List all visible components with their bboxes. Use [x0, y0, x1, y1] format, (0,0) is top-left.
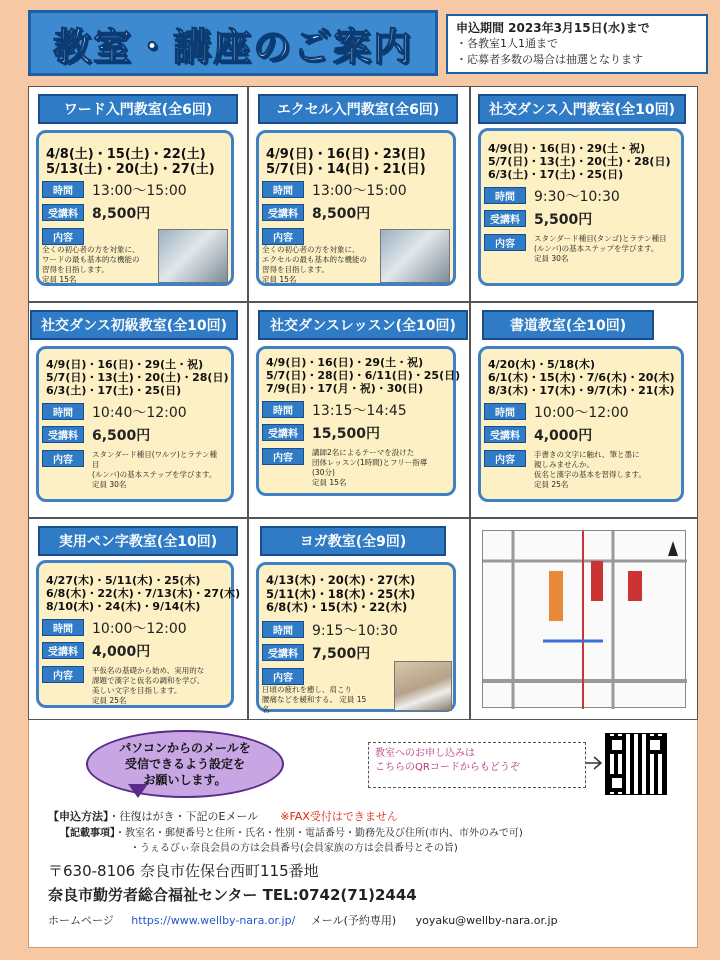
course-description [534, 234, 674, 264]
deadline-period: 申込期間 2023年3月15日(水)まで [456, 21, 650, 35]
fee-label: 受講料 [42, 642, 84, 659]
description-line: 親しみませんか。 [534, 460, 594, 469]
description-line: (ルンバ)の基本ステップを学びます。 [92, 470, 217, 479]
qr-note [368, 742, 586, 788]
description-line: 定員 15名 [262, 275, 297, 284]
course-dates: 4/20(木)・5/18(木) [488, 358, 596, 371]
content-label: 内容 [262, 228, 304, 245]
course-dates: 5/11(木)・18(木)・25(木) [266, 586, 416, 601]
course-dates: 4/9(日)・16(日)・23(日) [266, 147, 426, 162]
course-time: 10:00～12:00 [534, 405, 629, 421]
classroom-photo [158, 229, 228, 283]
time-label: 時間 [42, 619, 84, 636]
homepage-link[interactable]: https://www.wellby-nara.or.jp/ [131, 914, 296, 927]
description-line: 定員 15名 [312, 478, 347, 487]
course-fee: 8,500円 [312, 206, 371, 222]
contact-row [48, 912, 558, 928]
description-line: 定員 30名 [534, 254, 569, 263]
description-line: 全くの初心者の方を対象に、 [262, 245, 360, 254]
description-line: 習得を目指します。 [42, 265, 109, 274]
course-fee: 5,500円 [534, 212, 593, 228]
course-title[interactable]: ワード入門教室(全6回) [38, 94, 238, 124]
course-fee: 6,500円 [92, 428, 151, 444]
address: 〒630-8106 奈良市佐保台西町115番地 [48, 862, 319, 880]
content-label: 内容 [42, 228, 84, 245]
course-dates: 6/8(木)・15(木)・22(木) [266, 600, 408, 614]
course-description [262, 245, 372, 285]
course-description [92, 666, 224, 706]
course-description [312, 448, 446, 488]
course-title[interactable]: エクセル入門教室(全6回) [258, 94, 458, 124]
time-label: 時間 [262, 621, 304, 638]
mail-label: メール(予約専用) [310, 914, 397, 927]
description-line: 日頃の疲れを癒し、肩こり [262, 684, 352, 694]
bubble-line-1: パソコンからのメールを [119, 741, 251, 755]
fee-label: 受講料 [262, 644, 304, 661]
page-title-banner [28, 10, 438, 76]
course-title[interactable]: ヨガ教室(全9回) [260, 526, 446, 556]
apply-method-row [48, 808, 398, 824]
apply-method-label: 【申込方法】 [48, 810, 109, 823]
page-title: 教室・講座のご案内 [52, 24, 413, 69]
course-description [92, 450, 224, 490]
description-line: 定員 15名 [42, 275, 77, 284]
description-line: 定員 30名 [92, 480, 127, 489]
course-time: 13:00～15:00 [312, 183, 407, 199]
course-time: 13:15～14:45 [312, 403, 407, 419]
description-line: ワードの最も基本的な機能の [42, 255, 140, 264]
course-dates: 5/7(日)・13(土)・20(土)・28(日) [46, 371, 229, 384]
yoga-photo [394, 661, 452, 711]
description-line: (30分) [312, 468, 335, 477]
qr-finder-bl [608, 774, 626, 792]
content-label: 内容 [484, 234, 526, 251]
description-line: 平仮名の基礎から始め、実用的な [92, 666, 205, 675]
course-fee: 15,500円 [312, 426, 381, 442]
course-dates: 8/3(木)・17(木)・9/7(木)・21(木) [488, 384, 675, 397]
course-dates: 5/13(土)・20(土)・27(土) [46, 162, 215, 177]
bubble-line-3: お願いします。 [143, 773, 227, 787]
fee-label: 受講料 [262, 424, 304, 441]
course-fee: 4,000円 [92, 644, 151, 660]
map-drawing [483, 531, 687, 709]
classroom-photo [380, 229, 450, 283]
time-label: 時間 [42, 403, 84, 420]
content-label: 内容 [42, 666, 84, 683]
course-time: 10:40～12:00 [92, 405, 187, 421]
organization-contact: 奈良市勤労者総合福祉センター TEL:0742(71)2444 [48, 886, 417, 904]
course-dates: 4/27(木)・5/11(木)・25(木) [46, 574, 201, 587]
content-label: 内容 [262, 448, 304, 465]
course-dates: 4/9(日)・16(日)・29(土・祝) [488, 142, 646, 155]
deadline-rule-1: ・各教室1人1通まで [456, 37, 558, 50]
apply-method-text: ・往復はがき・下記のEメール [108, 810, 259, 823]
description-line: エクセルの最も基本的な機能の [262, 255, 367, 264]
course-title[interactable]: 社交ダンスレッスン(全10回) [258, 310, 468, 340]
description-line: 定員 25名 [534, 480, 569, 489]
qr-code[interactable] [605, 733, 667, 795]
course-dates: 4/9(日)・16(日)・29(土・祝) [46, 358, 204, 371]
course-dates: 4/13(木)・20(木)・27(木) [266, 573, 416, 587]
description-line: 美しい文字を目指します。 [92, 686, 182, 695]
content-label: 内容 [484, 450, 526, 467]
description-line: 定員 25名 [92, 696, 127, 705]
description-line: 全くの初心者の方を対象に、 [42, 245, 140, 254]
fee-label: 受講料 [42, 204, 84, 221]
course-dates: 6/1(木)・15(木)・7/6(木)・20(木) [488, 371, 675, 384]
content-label: 内容 [42, 450, 84, 467]
homepage-label: ホームページ [48, 914, 114, 927]
description-line: 講師2名によるテーマを設けた [312, 448, 415, 457]
fee-label: 受講料 [484, 426, 526, 443]
deadline-rule-2: ・応募者多数の場合は抽選となります [456, 53, 643, 66]
description-line: (ルンバ)の基本ステップを学びます。 [534, 244, 659, 253]
time-label: 時間 [42, 181, 84, 198]
time-label: 時間 [262, 181, 304, 198]
apply-items-text: ・教室名・郵便番号と住所・氏名・性別・電話番号・勤務先及び住所(市内、市外のみで可) [115, 828, 523, 839]
description-line: 手書きの文字に触れ、筆と墨に [534, 450, 640, 459]
course-fee: 8,500円 [92, 206, 151, 222]
qr-finder-tr [646, 736, 664, 754]
apply-items-label: 【記載事項】 [60, 828, 115, 839]
course-dates: 5/7(日)・13(土)・20(土)・28(日) [488, 155, 671, 168]
course-dates: 6/8(木)・22(木)・7/13(木)・27(木) [46, 587, 241, 600]
qr-note-line-2: こちらのQRコードからもどうぞ [375, 762, 520, 773]
description-line: 腰痛などを緩和する。 定員 15名 [262, 694, 367, 714]
course-time: 13:00～15:00 [92, 183, 187, 199]
fee-label: 受講料 [42, 426, 84, 443]
qr-finder-tl [608, 736, 626, 754]
course-dates: 4/9(日)・16(日)・29(土・祝) [266, 356, 424, 369]
description-line: 習得を目指します。 [262, 265, 329, 274]
time-label: 時間 [484, 403, 526, 420]
course-title[interactable]: 社交ダンス入門教室(全10回) [478, 94, 686, 124]
time-label: 時間 [262, 401, 304, 418]
email-setting-bubble [86, 730, 284, 798]
course-title[interactable]: 社交ダンス初級教室(全10回) [30, 310, 238, 340]
time-label: 時間 [484, 187, 526, 204]
course-title[interactable]: 実用ペン字教室(全10回) [38, 526, 238, 556]
deadline-box [446, 14, 708, 74]
qr-note-line-1: 教室へのお申し込みは [375, 748, 475, 759]
access-map [482, 530, 686, 708]
content-label: 内容 [262, 668, 304, 685]
arrow-right-icon [586, 756, 606, 770]
course-fee: 4,000円 [534, 428, 593, 444]
course-time: 10:00～12:00 [92, 621, 187, 637]
course-dates: 5/7(日)・14(日)・21(日) [266, 162, 426, 177]
course-dates: 6/3(土)・17(土)・25(日) [46, 384, 182, 397]
fee-label: 受講料 [484, 210, 526, 227]
course-description [262, 685, 372, 715]
description-line: スタンダード種目(ワルツ)とラテン種目 [92, 450, 217, 469]
course-title[interactable]: 書道教室(全10回) [482, 310, 654, 340]
apply-items-row [60, 824, 523, 839]
course-dates: 4/8(土)・15(土)・22(土) [46, 147, 206, 162]
course-dates: 5/7(日)・28(日)・6/11(日)・25(日) [266, 369, 461, 382]
course-description [534, 450, 674, 490]
course-description [42, 245, 150, 285]
course-dates: 6/3(土)・17(土)・25(日) [488, 168, 624, 181]
description-line: スタンダード種目(タンゴ)とラテン種目 [534, 234, 667, 243]
apply-items-row-2: ・うぇるびぃ奈良会員の方は会員番号(会員家族の方は会員番号とその旨) [130, 843, 458, 854]
course-time: 9:15～10:30 [312, 622, 398, 639]
description-line: 課題で漢字と仮名の調和を学び、 [92, 676, 205, 685]
description-line: 仮名と漢字の基本を習得します。 [534, 470, 646, 479]
course-dates: 8/10(木)・24(木)・9/14(木) [46, 600, 201, 613]
fax-notice: ※FAX受付はできません [280, 810, 398, 823]
course-dates: 7/9(日)・17(月・祝)・30(日) [266, 382, 424, 395]
course-fee: 7,500円 [312, 645, 371, 662]
mail-address[interactable]: yoyaku@wellby-nara.or.jp [415, 914, 558, 927]
course-time: 9:30～10:30 [534, 189, 620, 205]
bubble-line-2: 受信できるよう設定を [124, 757, 245, 771]
fee-label: 受講料 [262, 204, 304, 221]
description-line: 団体レッスン(1時間)とフリー指導 [312, 458, 428, 467]
